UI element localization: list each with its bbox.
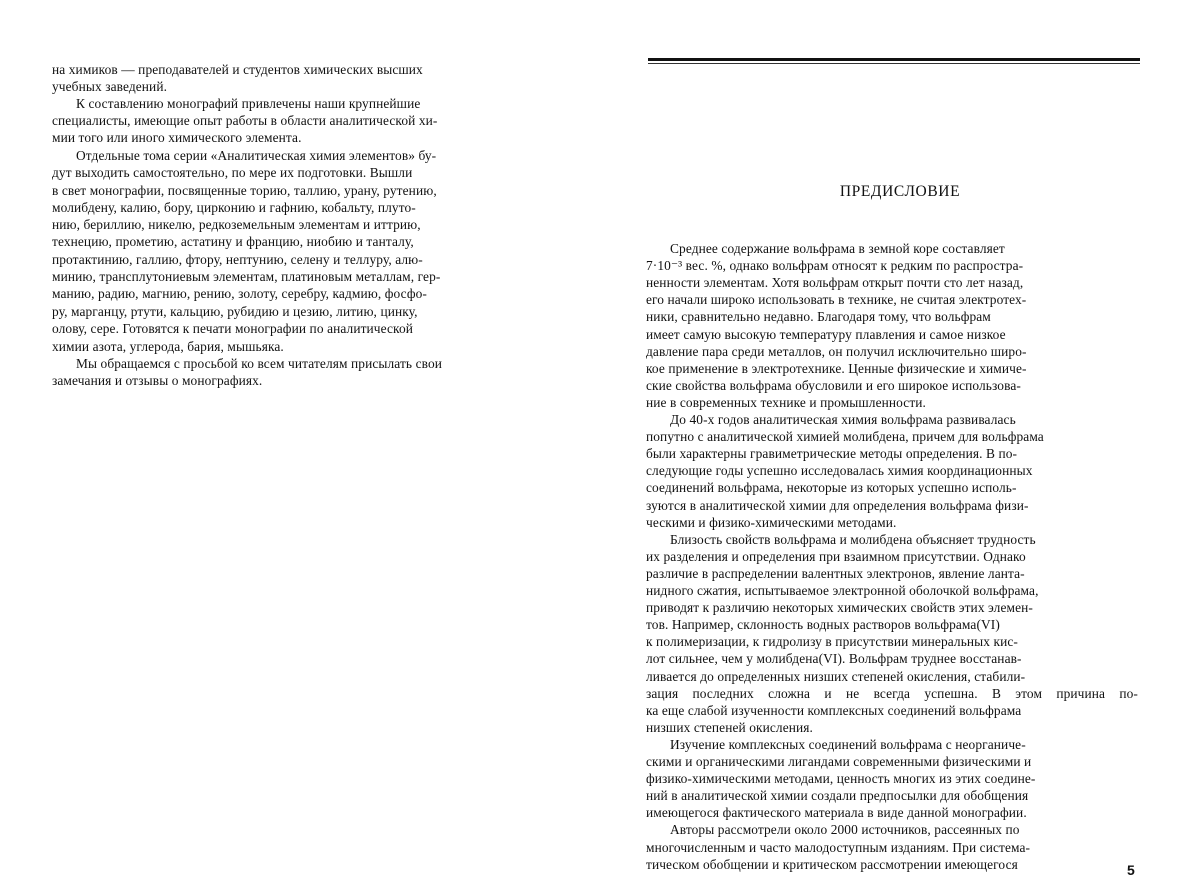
text-line: молибдену, калию, бору, цирконию и гафнию, кобальту, плуто-: [52, 200, 416, 215]
text-line: нидного сжатия, испытываемое электронной оболочкой вольфрама,: [646, 583, 1039, 598]
text-line: специалисты, имеющие опыт работы в области аналитической хи-: [52, 113, 438, 128]
text-line: ний в аналитической химии создали предпосылки для обобщения: [646, 788, 1029, 804]
text-line: ка еще слабой изученности комплексных соединений вольфрама: [646, 702, 1022, 718]
text-line: попутно с аналитической химией молибдена, причем для вольфрама: [646, 429, 1044, 445]
text-line: лот сильнее, чем у молибдена(VI). Вольфрам труднее восстанав-: [646, 651, 1022, 667]
text-line: протактинию, галлию, фтору, нептунию, селену и теллуру, алю-: [52, 252, 423, 267]
text-line: минию, трансплутониевым элементам, платиновым металлам, гер-: [52, 269, 441, 284]
text-line: физико-химическими методами, ценность многих из этих соедине-: [646, 771, 1036, 787]
page-number: 5: [1127, 862, 1135, 878]
right-page: [600, 0, 1200, 894]
text-line: в свет монографии, посвященные торию, таллию, урану, рутению,: [52, 183, 437, 198]
text-line: До 40-х годов аналитическая химия вольфрама развивалась: [670, 412, 1016, 427]
text-line: К составлению монографий привлечены наши крупнейшие: [76, 96, 421, 111]
text-line: зуются в аналитической химии для определения вольфрама физи-: [646, 497, 1029, 513]
text-line: имеющегося фактического материала в виде данной монографии.: [646, 805, 1027, 821]
text-line: различие в распределении валентных электронов, явление ланта-: [646, 565, 1025, 581]
text-line: скими и органическими лигандами современными физическими и: [646, 754, 1032, 769]
text-line: ские свойства вольфрама обусловили и его широкое использова-: [646, 377, 1021, 393]
text-line: ние в современных технике и промышленности.: [646, 394, 926, 410]
text-line: ру, марганцу, ртути, кальцию, рубидию и цезию, литию, цинку,: [52, 304, 418, 319]
text-line: учебных заведений.: [52, 79, 168, 94]
text-line: замечания и отзывы о монографиях.: [52, 373, 263, 388]
text-line: ливается до определенных низших степеней окисления, стабили-: [646, 668, 1026, 684]
text-line: нию, бериллию, никелю, редкоземельным элементам и иттрию,: [52, 217, 421, 232]
text-line: ники, сравнительно недавно. Благодаря тому, что вольфрам: [646, 309, 991, 325]
text-line: приводят к различию некоторых химических свойств этих элемен-: [646, 600, 1033, 616]
text-line: технецию, прометию, астатину и францию, ниобию и танталу,: [52, 234, 414, 249]
text-line: их разделения и определения при взаимном присутствии. Однако: [646, 548, 1026, 564]
text-line: химии азота, углерода, бария, мышьяка.: [52, 339, 284, 354]
text-line: следующие годы успешно исследовалась химия координационных: [646, 463, 1033, 479]
text-line: Близость свойств вольфрама и молибдена объясняет трудность: [670, 531, 1036, 547]
text-line: мии того или иного химического элемента.: [52, 130, 302, 145]
header-rule: [648, 58, 1140, 61]
text-line: кое применение в электротехнике. Ценные физические и химиче-: [646, 360, 1027, 376]
text-line: многочисленным и часто малодоступным изданиям. При система-: [646, 839, 1031, 855]
text-line: Отдельные тома серии «Аналитическая химия элементов» бу-: [76, 148, 437, 163]
text-line: Авторы рассмотрели около 2000 источников, рассеянных по: [670, 822, 1020, 838]
text-line: к полимеризации, к гидролизу в присутствии минеральных кис-: [646, 634, 1018, 650]
text-line: дут выходить самостоятельно, по мере их подготовки. Вышли: [52, 165, 413, 180]
text-line: манию, радию, магнию, рению, золоту, серебру, кадмию, фосфо-: [52, 286, 427, 301]
text-line: тическом обобщении и критическом рассмотрении имеющегося: [646, 856, 1018, 872]
text-line: Изучение комплексных соединений вольфрама с неорганиче-: [670, 736, 1026, 752]
text-line: соединений вольфрама, некоторые из которых успешно исполь-: [646, 480, 1017, 496]
chapter-heading: ПРЕДИСЛОВИЕ: [839, 183, 961, 200]
text-line: давление пара среди металлов, он получил исключительно широ-: [646, 343, 1027, 359]
text-line: на химиков — преподавателей и студентов химических высших: [52, 62, 423, 77]
text-line: ненности элементам. Хотя вольфрам открыт почти сто лет назад,: [646, 275, 1024, 291]
text-line: Среднее содержание вольфрама в земной коре составляет: [670, 241, 1005, 256]
text-line: 7·10⁻³ вес. %, однако вольфрам относят к редким по распростра-: [646, 258, 1024, 274]
text-line: Мы обращаемся с просьбой ко всем читателям присылать свои: [76, 356, 443, 371]
text-line: его начали широко использовать в технике, не считая электротех-: [646, 292, 1027, 308]
text-line: имеет самую высокую температуру плавления и самое низкое: [646, 326, 1006, 342]
text-line: низших степеней окисления.: [646, 719, 813, 735]
text-line: ческими и физико-химическими методами.: [646, 514, 897, 530]
text-line: олову, сере. Готовятся к печати монографии по аналитической: [52, 321, 414, 336]
text-line: были характерны гравиметрические методы определения. В по-: [646, 446, 1018, 462]
text-line: зация последних сложна и не всегда успешна. В этом причина по-: [646, 685, 1138, 701]
text-line: тов. Например, склонность водных растворов вольфрама(VI): [646, 617, 1000, 633]
